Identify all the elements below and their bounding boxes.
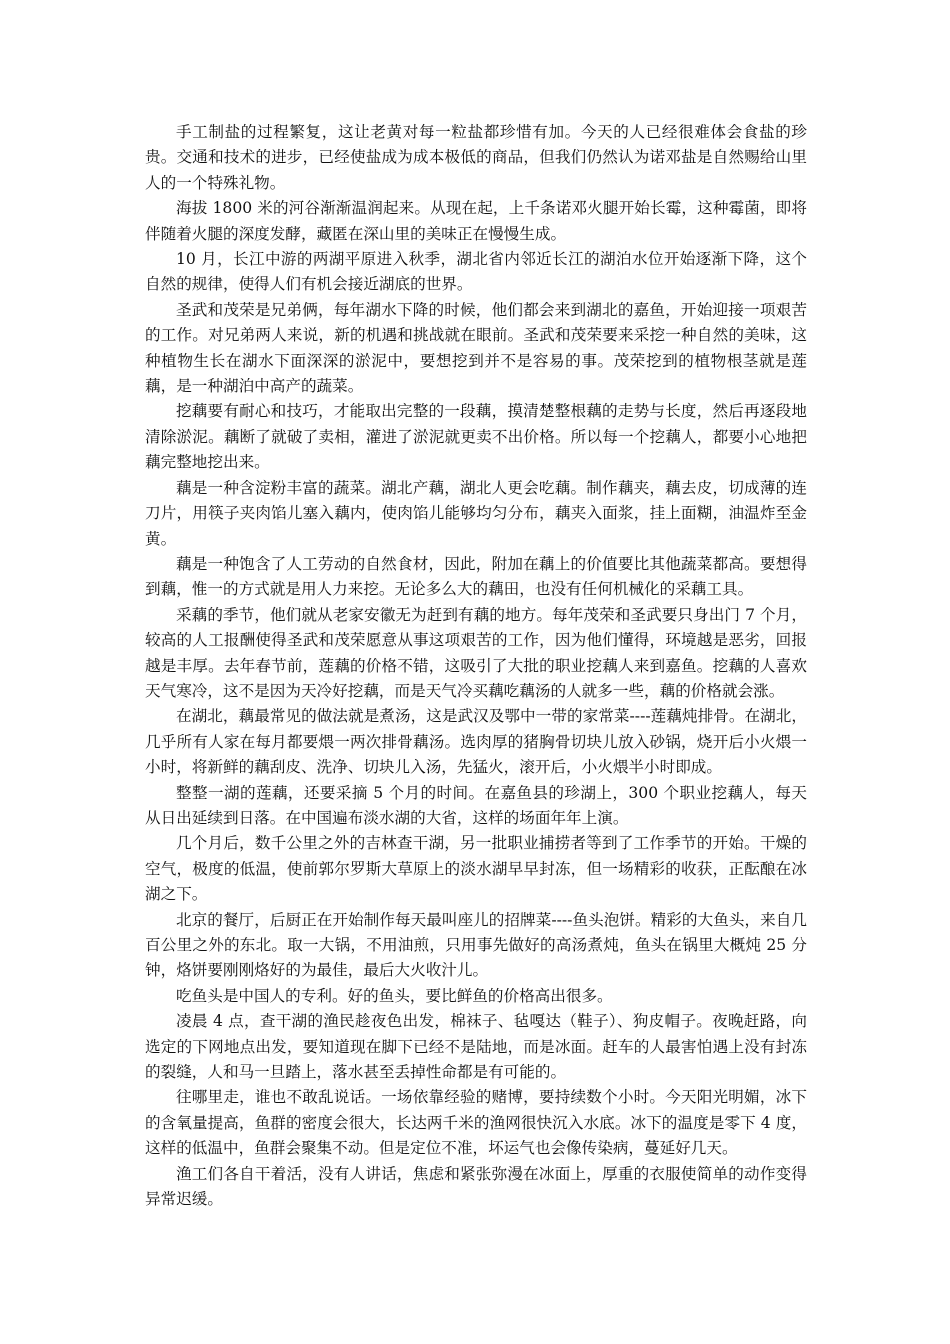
paragraph: 藕是一种含淀粉丰富的蔬菜。湖北产藕，湖北人更会吃藕。制作藕夹，藕去皮，切成薄的连刀片，用筷子夹肉馅儿塞入藕内，使肉馅儿能够均匀分布，藕夹入面浆，挂上面糊，油温炸至金黄。 [145, 478, 807, 548]
paragraph: 北京的餐厅，后厨正在开始制作每天最叫座儿的招牌菜----鱼头泡饼。精彩的大鱼头，来自几百公里之外的东北。取一大锅，不用油煎，只用事先做好的高汤煮炖，鱼头在锅里大概炖 25 分钟，烙饼要刚刚烙好的为最佳，最后大火收汁儿。 [145, 910, 807, 980]
paragraph: 10 月，长江中游的两湖平原进入秋季，湖北省内邻近长江的湖泊水位开始逐渐下降，这个自然的规律，使得人们有机会接近湖底的世界。 [145, 250, 807, 294]
document-body [145, 120, 807, 1212]
paragraph: 圣武和茂荣是兄弟俩，每年湖水下降的时候，他们都会来到湖北的嘉鱼，开始迎接一项艰苦的工作。对兄弟两人来说，新的机遇和挑战就在眼前。圣武和茂荣要来采挖一种自然的美味，这种植物生长在湖水下面深深的淤泥中，要想挖到并不是容易的事。茂荣挖到的植物根茎就是莲藕，是一种湖泊中高产的蔬菜。 [145, 300, 807, 396]
paragraph: 几个月后，数千公里之外的吉林查干湖，另一批职业捕捞者等到了工作季节的开始。干燥的空气，极度的低温，使前郭尔罗斯大草原上的淡水湖早早封冻，但一场精彩的收获，正酝酿在冰湖之下。 [145, 834, 807, 904]
paragraph: 挖藕要有耐心和技巧，才能取出完整的一段藕，摸清楚整根藕的走势与长度，然后再逐段地清除淤泥。藕断了就破了卖相，灌进了淤泥就更卖不出价格。所以每一个挖藕人，都要小心地把藕完整地挖出来。 [145, 402, 807, 472]
paragraph: 吃鱼头是中国人的专利。好的鱼头，要比鲜鱼的价格高出很多。 [176, 986, 613, 1005]
paragraph: 藕是一种饱含了人工劳动的自然食材，因此，附加在藕上的价值要比其他蔬菜都高。要想得到藕，惟一的方式就是用人力来挖。无论多么大的藕田，也没有任何机械化的采藕工具。 [145, 554, 807, 599]
paragraph: 采藕的季节，他们就从老家安徽无为赶到有藕的地方。每年茂荣和圣武要只身出门 7 个月，较高的人工报酬使得圣武和茂荣愿意从事这项艰苦的工作，因为他们懂得，环境越是恶劣，回报越是丰厚。去年春节前，莲藕的价格不错，这吸引了大批的职业挖藕人来到嘉鱼。挖藕的人喜欢天气寒冷，这不是因为天冷好挖藕，而是天气冷买藕吃藕汤的人就多一些，藕的价格就会涨。 [145, 605, 807, 700]
paragraph: 整整一湖的莲藕，还要采摘 5 个月的时间。在嘉鱼县的珍湖上，300 个职业挖藕人，每天从日出延续到日落。在中国遍布淡水湖的大省，这样的场面年年上演。 [145, 783, 807, 827]
paragraph: 渔工们各自干着活，没有人讲话，焦虑和紧张弥漫在冰面上，厚重的衣服使简单的动作变得异常迟缓。 [145, 1164, 807, 1209]
paragraph: 在湖北，藕最常见的做法就是煮汤，这是武汉及鄂中一带的家常菜----莲藕炖排骨。在湖北，几乎所有人家在每月都要煨一两次排骨藕汤。选肉厚的猪胸骨切块儿放入砂锅，烧开后小火煨一小时，将新鲜的藕刮皮、洗净、切块儿入汤，先猛火，滚开后，小火煨半小时即成。 [145, 707, 807, 777]
paragraph: 往哪里走，谁也不敢乱说话。一场依靠经验的赌博，要持续数个小时。今天阳光明媚，冰下的含氧量提高，鱼群的密度会很大，长达两千米的渔网很快沉入水底。冰下的温度是零下 4 度，这样的低温中，鱼群会聚集不动。但是定位不准，坏运气也会像传染病，蔓延好几天。 [145, 1088, 807, 1158]
paragraph: 海拔 1800 米的河谷渐渐温润起来。从现在起，上千条诺邓火腿开始长霉，这种霉菌，即将伴随着火腿的深度发酵，藏匿在深山里的美味正在慢慢生成。 [145, 199, 807, 243]
paragraph: 凌晨 4 点，查干湖的渔民趁夜色出发，棉袜子、毡嘎达（鞋子）、狗皮帽子。夜晚赶路，向选定的下网地点出发，要知道现在脚下已经不是陆地，而是冰面。赶车的人最害怕遇上没有封冻的裂缝，人和马一旦踏上，落水甚至丢掉性命都是有可能的。 [145, 1012, 807, 1082]
paragraph: 手工制盐的过程繁复，这让老黄对每一粒盐都珍惜有加。今天的人已经很难体会食盐的珍贵。交通和技术的进步，已经使盐成为成本极低的商品，但我们仍然认为诺邓盐是自然赐给山里人的一个特殊礼物。 [145, 123, 807, 192]
